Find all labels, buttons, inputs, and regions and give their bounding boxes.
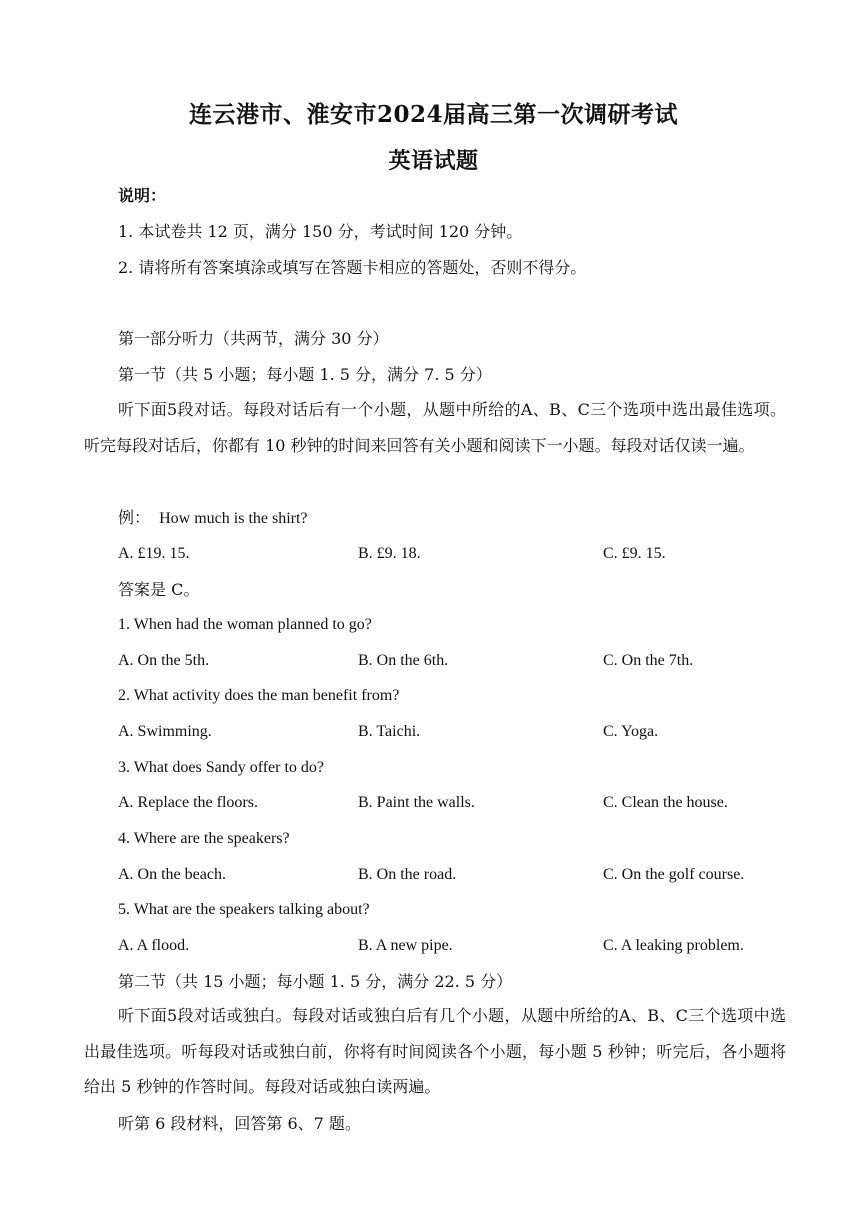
example-option-a: A. £19. 15. [118, 545, 190, 562]
q3-option-b: B. Paint the walls. [358, 794, 475, 811]
question-3: 3. What does Sandy offer to do? [118, 759, 325, 776]
q1-option-c: C. On the 7th. [603, 652, 694, 669]
example-label: 例： [118, 508, 151, 527]
material-note: 听第 6 段材料，回答第 6、7 题。 [118, 1114, 361, 1133]
question-5: 5. What are the speakers talking about? [118, 901, 370, 918]
q5-option-a: A. A flood. [118, 937, 190, 954]
q3-option-c: C. Clean the house. [603, 794, 728, 811]
example-question: How much is the shirt? [159, 510, 308, 527]
example-answer: 答案是 C。 [118, 580, 200, 599]
q5-option-c: C. A leaking problem. [603, 937, 744, 954]
q2-option-b: B. Taichi. [358, 723, 421, 740]
notes-heading: 说明： [118, 186, 167, 205]
section2-instructions: 听下面5段对话或独白。每段对话或独白后有几个小题，从题中所给的A、B、C三个选项中选出最佳选项。听每段对话或独白前，你将有时间阅读各个小题，每小题 5 秒钟；听完后，各小题将给出 5 秒钟的作答时间。每段对话或独白读两遍。 [84, 1006, 786, 1096]
note-item: 1. 本试卷共 12 页，满分 150 分，考试时间 120 分钟。 [118, 222, 523, 241]
exam-subtitle: 英语试题 [388, 148, 479, 174]
section1-instructions: 听下面5段对话。每段对话后有一个小题，从题中所给的A、B、C三个选项中选出最佳选项。听完每段对话后，你都有 10 秒钟的时间来回答有关小题和阅读下一小题。每段对话仅读一遍。 [84, 400, 786, 455]
exam-title: 连云港市、淮安市2024届高三第一次调研考试 [188, 101, 678, 128]
section2-heading: 第二节（共 15 小题；每小题 1. 5 分，满分 22. 5 分） [118, 972, 513, 991]
example-option-b: B. £9. 18. [358, 545, 421, 562]
q5-option-b: B. A new pipe. [358, 937, 453, 954]
section1-heading: 第一节（共 5 小题；每小题 1. 5 分，满分 7. 5 分） [118, 365, 492, 384]
question-4: 4. Where are the speakers? [118, 830, 290, 847]
q2-option-a: A. Swimming. [118, 723, 212, 740]
q4-option-c: C. On the golf course. [603, 866, 745, 883]
q4-option-a: A. On the beach. [118, 866, 226, 883]
example-option-c: C. £9. 15. [603, 545, 666, 562]
q4-option-b: B. On the road. [358, 866, 457, 883]
q1-option-b: B. On the 6th. [358, 652, 449, 669]
q1-option-a: A. On the 5th. [118, 652, 210, 669]
question-2: 2. What activity does the man benefit from? [118, 687, 400, 704]
note-item: 2. 请将所有答案填涂或填写在答题卡相应的答题处，否则不得分。 [118, 258, 587, 277]
question-1: 1. When had the woman planned to go? [118, 616, 372, 633]
example-row [118, 508, 308, 529]
q3-option-a: A. Replace the floors. [118, 794, 258, 811]
part1-heading: 第一部分听力（共两节，满分 30 分） [118, 329, 389, 348]
q2-option-c: C. Yoga. [603, 723, 659, 740]
